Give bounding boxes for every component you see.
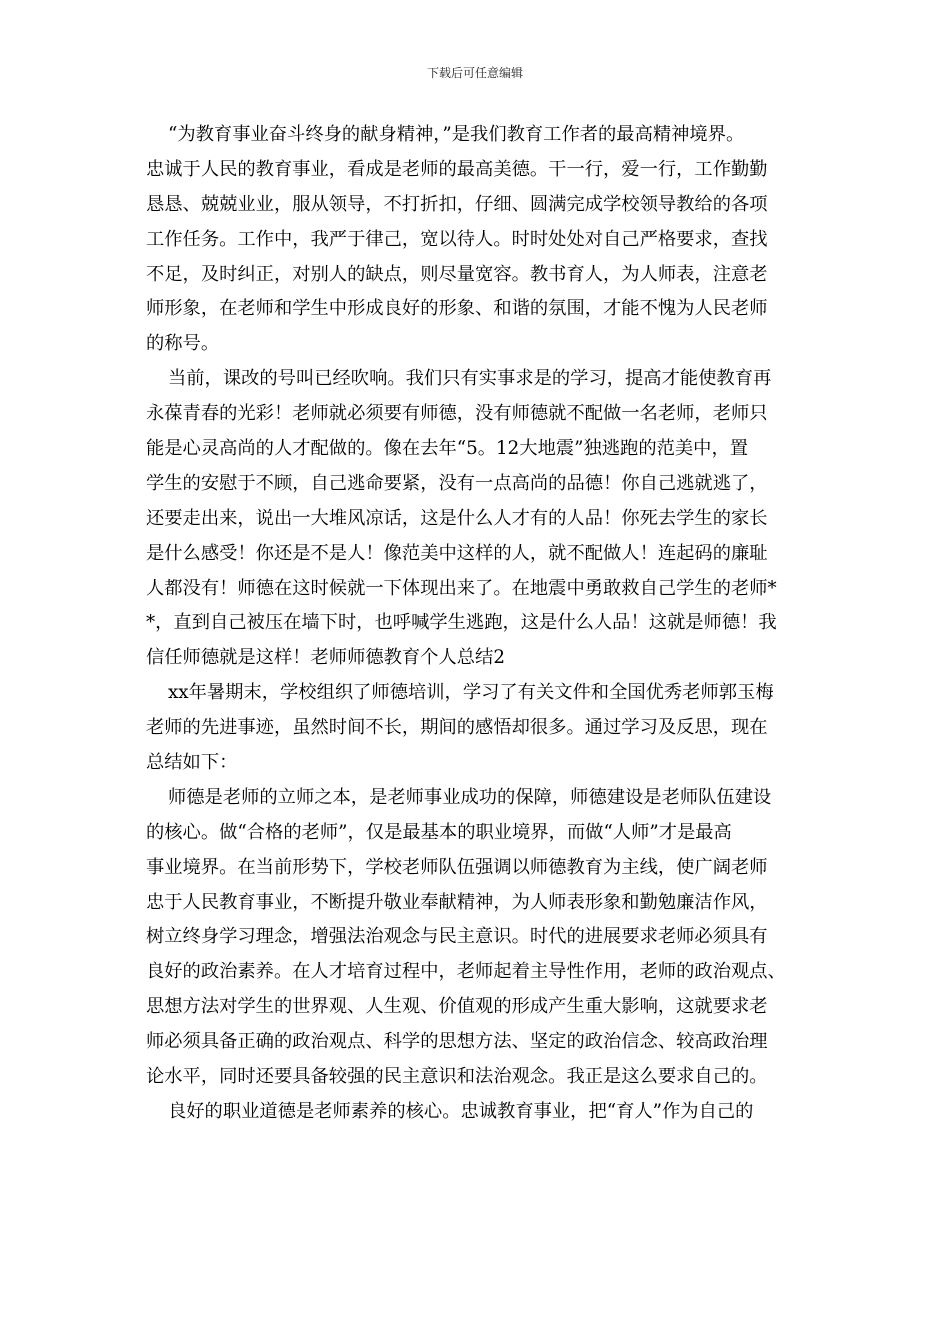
text-line: 人都没有！师德在这时候就一下体现出来了。在地震中勇敢救自己学生的老师* (146, 577, 777, 599)
text-line: xx年暑期末，学校组织了师德培训，学习了有关文件和全国优秀老师郭玉梅 (168, 682, 774, 704)
text-line: 老师的先进事迹，虽然时间不长，期间的感悟却很多。通过学习及反思，现在 (146, 717, 768, 739)
text-line: 还要走出来，说出一大堆风凉话，这是什么人才有的人品！你死去学生的家长 (146, 507, 768, 529)
text-line: 思想方法对学生的世界观、人生观、价值观的形成产生重大影响，这就要求老 (146, 996, 768, 1018)
text-line: “为教育事业奋斗终身的献身精神，”是我们教育工作者的最高精神境界。 (168, 124, 745, 145)
text-line: 当前，课改的号叫已经吹响。我们只有实事求是的学习，提高才能使教育再 (168, 368, 772, 390)
text-line: 忠诚于人民的教育事业，看成是老师的最高美德。干一行，爱一行，工作勤勤 (146, 158, 768, 180)
text-line: 的称号。 (146, 333, 220, 355)
text-line: 良好的职业道德是老师素养的核心。忠诚教育事业，把“育人”作为自己的 (168, 1100, 754, 1122)
text-line: 事业境界。在当前形势下，学校老师队伍强调以师德教育为主线，使广阔老师 (146, 856, 768, 878)
text-line: *，直到自己被压在墙下时，也呼喊学生逃跑，这是什么人品！这就是师德！我 (146, 612, 777, 634)
text-line: 树立终身学习理念，增强法治观念与民主意识。时代的进展要求老师必须具有 (146, 926, 768, 948)
text-line: 是什么感受！你还是不是人！像范美中这样的人，就不配做人！连起码的廉耻 (146, 542, 768, 564)
text-line: 忠于人民教育事业，不断提升敬业奉献精神，为人师表形象和勤勉廉洁作风， (146, 891, 768, 913)
page-header: 下载后可任意编辑 (426, 66, 523, 80)
text-line: 恳恳、兢兢业业，服从领导，不打折扣，仔细、圆满完成学校领导教给的各项 (146, 193, 768, 215)
text-line: 学生的安慰于不顾，自己逃命要紧，没有一点高尚的品德！你自己逃就逃了， (146, 472, 768, 494)
text-line: 的核心。做“合格的老师”，仅是最基本的职业境界，而做“人师”才是最高 (146, 821, 732, 843)
text-line: 信任师德就是这样！老师师德教育个人总结2 (146, 647, 505, 669)
text-line: 永葆青春的光彩！老师就必须要有师德，没有师德就不配做一名老师，老师只 (146, 403, 768, 425)
document-body (146, 118, 806, 1130)
text-line: 师形象，在老师和学生中形成良好的形象、和谐的氛围，才能不愧为人民老师 (146, 298, 768, 320)
text-line: 论水平，同时还要具备较强的民主意识和法治观念。我正是这么要求自己的。 (146, 1066, 768, 1088)
text-line: 不足，及时纠正，对别人的缺点，则尽量宽容。教书育人，为人师表，注意老 (146, 263, 768, 285)
text-line: 师必须具备正确的政治观点、科学的思想方法、坚定的政治信念、较高政治理 (146, 1031, 768, 1053)
text-line: 师德是老师的立师之本，是老师事业成功的保障，师德建设是老师队伍建设 (168, 786, 772, 808)
text-line: 能是心灵高尚的人才配做的。像在去年“5。12大地震”独逃跑的范美中，置 (146, 438, 749, 460)
text-line: 总结如下： (146, 752, 238, 774)
text-line: 良好的政治素养。在人才培育过程中，老师起着主导性作用，老师的政治观点、 (146, 961, 786, 983)
text-line: 工作任务。工作中，我严于律己，宽以待人。时时处处对自己严格要求，查找 (146, 228, 768, 250)
